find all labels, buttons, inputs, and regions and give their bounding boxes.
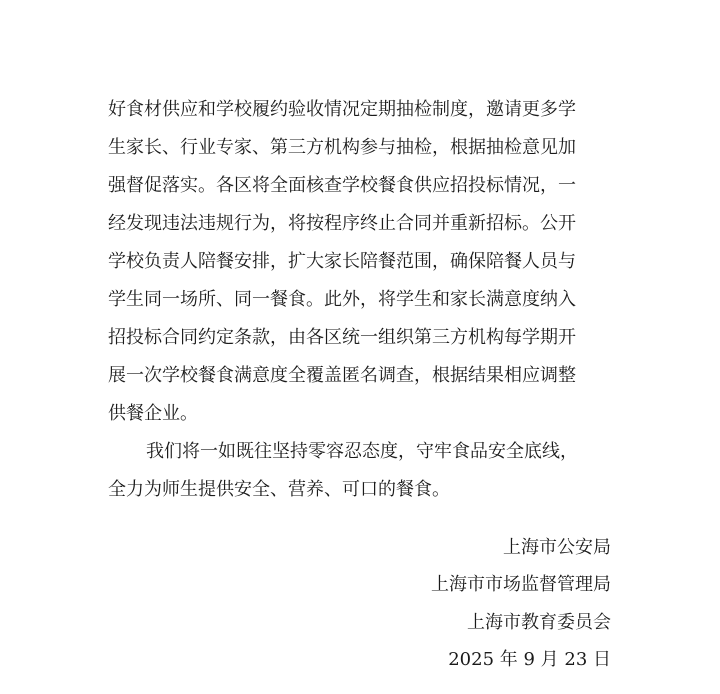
body-line: 展一次学校餐食满意度全覆盖匿名调查，根据结果相应调整 [108, 365, 576, 386]
body-line: 学校负责人陪餐安排，扩大家长陪餐范围，确保陪餐人员与 [108, 251, 576, 272]
body-line: 招投标合同约定条款，由各区统一组织第三方机构每学期开 [108, 327, 576, 348]
signatory-education-commission: 上海市教育委员会 [467, 612, 611, 633]
signatory-public-security: 上海市公安局 [503, 537, 611, 558]
body-line: 生家长、行业专家、第三方机构参与抽检，根据抽检意见加 [108, 137, 576, 158]
body-line: 经发现违法违规行为，将按程序终止合同并重新招标。公开 [108, 213, 576, 234]
closing-paragraph-line: 全力为师生提供安全、营养、可口的餐食。 [108, 479, 450, 500]
body-line: 学生同一场所、同一餐食。此外，将学生和家长满意度纳入 [108, 289, 576, 310]
closing-paragraph-line: 我们将一如既往坚持零容忍态度，守牢食品安全底线， [146, 441, 578, 462]
body-line: 好食材供应和学校履约验收情况定期抽检制度，邀请更多学 [108, 99, 576, 120]
body-line: 供餐企业。 [108, 403, 198, 424]
body-line: 强督促落实。各区将全面核查学校餐食供应招投标情况，一 [108, 175, 576, 196]
document-date: 2025 年 9 月 23 日 [448, 649, 611, 670]
signatory-market-regulation: 上海市市场监督管理局 [431, 574, 611, 595]
